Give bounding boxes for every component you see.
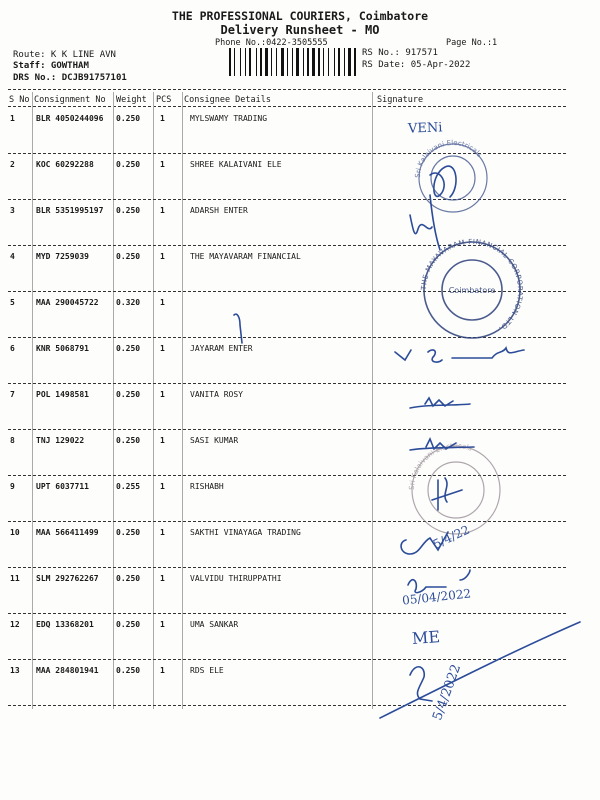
row-consignment: KNR 5068791 bbox=[36, 344, 89, 353]
row-weight: 0.250 bbox=[116, 528, 141, 537]
stamp-kalaivani bbox=[414, 139, 487, 212]
handwritten-veni: VENi bbox=[407, 120, 443, 137]
row-sno: 6 bbox=[10, 344, 15, 353]
col-pcs: PCS bbox=[156, 95, 172, 105]
row-consignee: VALVIDU THIRUPPATHI bbox=[190, 574, 282, 583]
row-pcs: 1 bbox=[160, 252, 165, 261]
row-consignment: MAA 290045722 bbox=[36, 298, 99, 307]
row-sno: 11 bbox=[10, 574, 20, 583]
row-consignment: MAA 566411499 bbox=[36, 528, 99, 537]
row-weight: 0.250 bbox=[116, 436, 141, 445]
row-consignee: RISHABH bbox=[190, 482, 224, 491]
row-consignee: THE MAYAVARAM FINANCIAL bbox=[190, 252, 301, 261]
row-weight: 0.320 bbox=[116, 298, 141, 307]
row-consignment: BLR 5351995197 bbox=[36, 206, 104, 215]
signature-row5 bbox=[234, 314, 242, 343]
row-weight: 0.250 bbox=[116, 114, 141, 123]
row-weight: 0.250 bbox=[116, 620, 141, 629]
row-sno: 1 bbox=[10, 114, 15, 123]
row-consignee: SASI KUMAR bbox=[190, 436, 239, 445]
row-sno: 3 bbox=[10, 206, 15, 215]
row-sno: 13 bbox=[10, 666, 20, 675]
row-consignee: RDS ELE bbox=[190, 666, 224, 675]
row-consignment: POL 1498581 bbox=[36, 390, 89, 399]
signature-row2 bbox=[430, 166, 456, 197]
signature-row3 bbox=[410, 195, 440, 250]
row-sno: 4 bbox=[10, 252, 15, 261]
row-sno: 8 bbox=[10, 436, 15, 445]
staff: Staff: GOWTHAM bbox=[13, 61, 89, 71]
row-consignee: MYLSWAMY TRADING bbox=[190, 114, 268, 123]
stamp-mayavaram bbox=[420, 238, 524, 338]
row-pcs: 1 bbox=[160, 114, 165, 123]
row-consignment: MYD 7259039 bbox=[36, 252, 89, 261]
signature-row9 bbox=[432, 478, 462, 510]
row-consignment: EDQ 13368201 bbox=[36, 620, 94, 629]
col-consignee: Consignee Details bbox=[184, 95, 271, 105]
row-sno: 10 bbox=[10, 528, 20, 537]
row-consignment: KOC 60292288 bbox=[36, 160, 94, 169]
col-weight: Weight bbox=[116, 95, 147, 105]
rs-date: RS Date: 05-Apr-2022 bbox=[362, 60, 471, 70]
handwritten-me: ME bbox=[411, 627, 441, 648]
signature-row13 bbox=[380, 622, 580, 718]
row-sno: 12 bbox=[10, 620, 20, 629]
signature-row7 bbox=[410, 398, 470, 408]
company-title: THE PROFESSIONAL COURIERS, Coimbatore bbox=[171, 9, 429, 23]
svg-text:Sri Kalaivani Electricals: Sri Kalaivani Electricals bbox=[407, 441, 474, 491]
row-weight: 0.250 bbox=[116, 344, 141, 353]
row-pcs: 1 bbox=[160, 344, 165, 353]
route: Route: K K LINE AVN bbox=[13, 50, 116, 60]
signature-row6 bbox=[395, 348, 524, 362]
col-sno: S No bbox=[9, 95, 30, 105]
row-weight: 0.250 bbox=[116, 390, 141, 399]
row-pcs: 1 bbox=[160, 390, 165, 399]
row-pcs: 1 bbox=[160, 206, 165, 215]
row-consignment: SLM 292762267 bbox=[36, 574, 99, 583]
handwritten-date-row11: 05/04/2022 bbox=[401, 586, 472, 608]
row-weight: 0.250 bbox=[116, 574, 141, 583]
row-sno: 7 bbox=[10, 390, 15, 399]
phone-number: Phone No.:0422-3505555 bbox=[215, 38, 328, 48]
row-weight: 0.250 bbox=[116, 206, 141, 215]
row-consignee: SHREE KALAIVANI ELE bbox=[190, 160, 282, 169]
row-consignment: BLR 4050244096 bbox=[36, 114, 104, 123]
drs-number: DRS No.: DCJB91757101 bbox=[13, 73, 127, 83]
sheet-title: Delivery Runsheet - MO bbox=[220, 23, 380, 37]
page-number: Page No.:1 bbox=[446, 38, 498, 48]
rs-number: RS No.: 917571 bbox=[362, 48, 438, 58]
row-sno: 2 bbox=[10, 160, 15, 169]
row-pcs: 1 bbox=[160, 620, 165, 629]
row-consignment: TNJ 129022 bbox=[36, 436, 85, 445]
row-sno: 9 bbox=[10, 482, 15, 491]
row-consignee: ADARSH ENTER bbox=[190, 206, 248, 215]
row-pcs: 1 bbox=[160, 528, 165, 537]
row-pcs: 1 bbox=[160, 666, 165, 675]
row-weight: 0.250 bbox=[116, 252, 141, 261]
row-consignment: UPT 6037711 bbox=[36, 482, 89, 491]
row-consignee: JAYARAM ENTER bbox=[190, 344, 253, 353]
stamp-kalaivani-2 bbox=[408, 442, 500, 534]
row-consignee: VANITA ROSY bbox=[190, 390, 243, 399]
row-weight: 0.250 bbox=[116, 666, 141, 675]
stamp-center-text: Coimbatore bbox=[448, 286, 496, 295]
row-pcs: 1 bbox=[160, 298, 165, 307]
svg-text:THE MAYAVARAM FINANCIAL CORPOR: THE MAYAVARAM FINANCIAL CORPORATION LTD. bbox=[419, 237, 525, 333]
col-consignment: Consignment No bbox=[34, 95, 106, 105]
row-pcs: 1 bbox=[160, 436, 165, 445]
row-consignee: SAKTHI VINAYAGA TRADING bbox=[190, 528, 301, 537]
row-consignment: MAA 284801941 bbox=[36, 666, 99, 675]
handwritten-date-row10: 5/4/22 bbox=[430, 522, 472, 552]
row-weight: 0.250 bbox=[116, 160, 141, 169]
row-pcs: 1 bbox=[160, 574, 165, 583]
row-consignee: UMA SANKAR bbox=[190, 620, 239, 629]
col-signature: Signature bbox=[377, 95, 424, 105]
row-pcs: 1 bbox=[160, 160, 165, 169]
row-weight: 0.255 bbox=[116, 482, 141, 491]
row-pcs: 1 bbox=[160, 482, 165, 491]
handwritten-date-row13: 5/4/2022 bbox=[430, 662, 465, 723]
row-sno: 5 bbox=[10, 298, 15, 307]
svg-text:Sri Kalaivani Electricals: Sri Kalaivani Electricals bbox=[413, 138, 484, 179]
